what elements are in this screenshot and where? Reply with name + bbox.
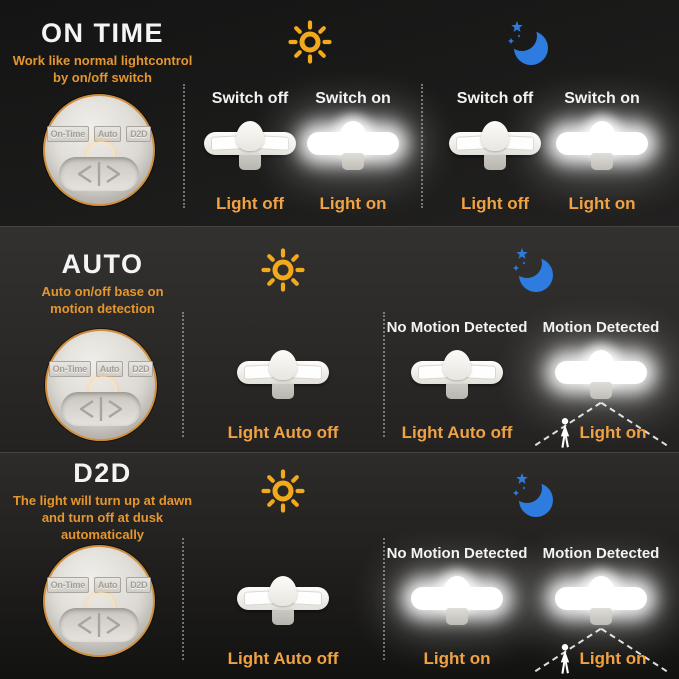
state-column (208, 545, 358, 679)
light-state-label: Light Auto off (227, 649, 339, 668)
dial-button-d2d: D2D (126, 577, 151, 593)
mode-dial (43, 545, 155, 657)
section-subtitle (0, 493, 205, 544)
section-subtitle (0, 284, 205, 318)
moon-icon (501, 17, 555, 71)
column-header: Switch off (456, 90, 534, 107)
column-header: Motion Detected (542, 319, 660, 336)
dial-arrow-pad (59, 608, 139, 642)
nightlight-device-on (555, 350, 647, 404)
light-state-label: Light off (461, 194, 529, 213)
mode-dial (43, 94, 155, 206)
light-state-label: Light Auto off (401, 423, 513, 442)
section-intro (0, 227, 205, 318)
dial-button-d2d: D2D (126, 126, 151, 142)
subtitle-line: and turn off at dusk automatically (41, 509, 164, 542)
light-state-label: Light on (579, 423, 647, 442)
column-header (208, 319, 358, 341)
nightlight-device-on (307, 121, 399, 175)
subtitle-line: by on/off switch (53, 69, 152, 85)
dial-button-on-time: On-Time (47, 577, 89, 593)
dial-button-on-time: On-Time (47, 126, 89, 142)
section-d2d (0, 452, 679, 679)
person-icon (555, 643, 575, 679)
column-header (208, 545, 358, 567)
state-column (527, 90, 677, 224)
light-state-label: Light on (568, 194, 636, 213)
dial-arrow-pad (61, 392, 141, 426)
section-title: D2D (73, 458, 132, 488)
section-subtitle (0, 53, 205, 87)
state-column (382, 319, 532, 452)
state-column (208, 319, 358, 452)
subtitle-line: Auto on/off base on (41, 284, 164, 299)
state-column-motion (526, 319, 676, 452)
column-header: Switch off (211, 90, 289, 107)
section-auto (0, 226, 679, 452)
nightlight-device-on (555, 576, 647, 630)
column-header: No Motion Detected (386, 545, 528, 562)
section-on-time (0, 0, 679, 226)
mode-dial-buttons (47, 361, 155, 377)
subtitle-line: motion detection (50, 300, 155, 316)
section-title: AUTO (61, 249, 144, 279)
dial-button-auto: Auto (94, 126, 121, 142)
nightlight-device-off (237, 350, 329, 404)
subtitle-line: The light will turn up at dawn (12, 493, 193, 508)
mode-dial-buttons (45, 126, 153, 142)
dial-button-on-time: On-Time (49, 361, 91, 377)
nightlight-device-off (237, 576, 329, 630)
column-header: Switch on (315, 90, 391, 107)
column-header: No Motion Detected (386, 319, 528, 336)
moon-icon (506, 469, 560, 523)
sun-icon (261, 469, 305, 513)
column-header: Motion Detected (542, 545, 660, 562)
light-state-label: Light on (423, 649, 491, 668)
state-column (278, 90, 428, 224)
dial-arrows-icon (59, 608, 139, 642)
dial-arrows-icon (59, 157, 139, 191)
mode-dial-buttons (45, 577, 153, 593)
dial-arrow-pad (59, 157, 139, 191)
moon-icon (506, 244, 560, 298)
person-icon (555, 417, 575, 452)
sun-icon (288, 20, 332, 64)
nightlight-device-on (411, 576, 503, 630)
dial-button-d2d: D2D (128, 361, 153, 377)
nightlight-device-on (556, 121, 648, 175)
light-state-label: Light on (319, 194, 387, 213)
subtitle-line: Work like normal lightcontrol (12, 53, 193, 68)
dial-button-auto: Auto (94, 577, 121, 593)
state-column (382, 545, 532, 679)
light-state-label: Light on (579, 649, 647, 668)
nightlight-device-off (411, 350, 503, 404)
dashed-divider (182, 538, 184, 660)
dial-button-auto: Auto (96, 361, 123, 377)
section-title: ON TIME (41, 18, 164, 48)
sun-icon (261, 248, 305, 292)
light-state-label: Light off (216, 194, 284, 213)
dashed-divider (182, 312, 184, 437)
section-intro (0, 0, 205, 87)
mode-dial (45, 329, 157, 441)
state-column-motion (526, 545, 676, 679)
column-header: Switch on (564, 90, 640, 107)
dial-arrows-icon (61, 392, 141, 426)
section-intro (0, 453, 205, 544)
light-state-label: Light Auto off (227, 423, 339, 442)
